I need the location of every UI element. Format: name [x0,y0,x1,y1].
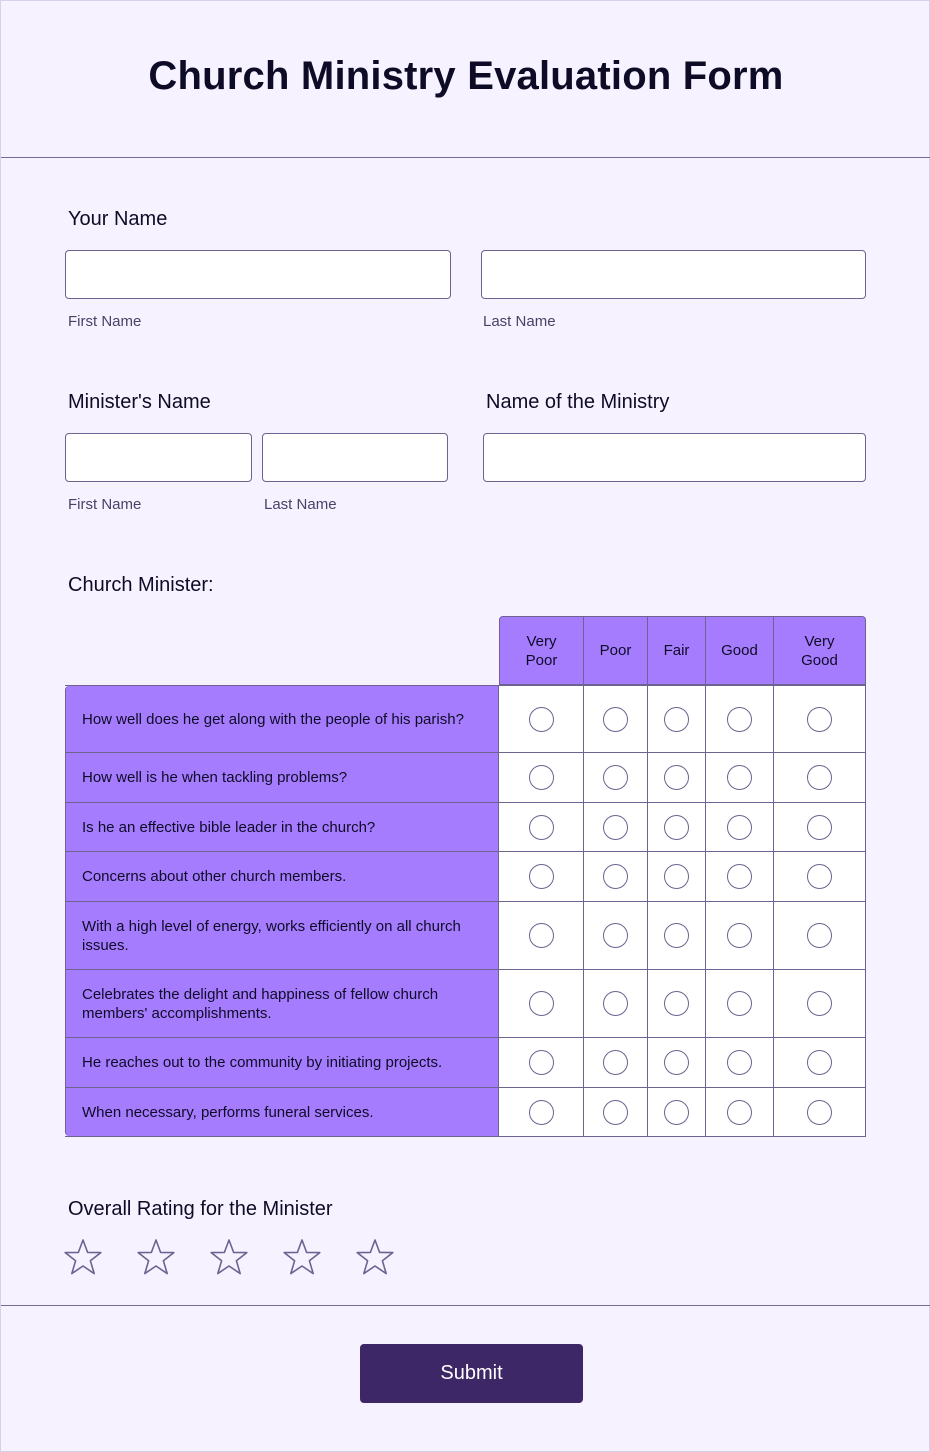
matrix-question: When necessary, performs funeral services. [65,1088,499,1136]
matrix-cell [648,852,706,901]
rating-radio[interactable] [807,765,832,790]
matrix-cell [584,1088,648,1136]
matrix-cell [499,803,584,851]
matrix-row [65,753,866,803]
form-header [1,1,930,158]
rating-radio[interactable] [529,923,554,948]
rating-radio[interactable] [664,1100,689,1125]
matrix-cell [774,852,866,901]
rating-radio[interactable] [807,1050,832,1075]
rating-radio[interactable] [529,991,554,1016]
matrix-cell [706,852,774,901]
matrix-cell [774,1038,866,1087]
matrix-cell [706,686,774,752]
your-first-name-input[interactable] [65,250,451,299]
matrix-cell [584,970,648,1037]
matrix-cell [648,803,706,851]
matrix-cell [584,803,648,851]
star-icon[interactable] [355,1238,395,1278]
matrix-row [65,685,866,753]
matrix-cell [648,686,706,752]
rating-radio[interactable] [664,765,689,790]
star-icon[interactable] [209,1238,249,1278]
rating-radio[interactable] [664,991,689,1016]
matrix-question: How well is he when tackling problems? [65,753,499,802]
rating-radio[interactable] [529,864,554,889]
rating-radio[interactable] [727,765,752,790]
matrix-cell [584,902,648,969]
matrix-cell [648,902,706,969]
matrix-column-header: Poor [584,616,648,685]
matrix-cell [706,803,774,851]
matrix-cell [648,970,706,1037]
ministry-name-label: Name of the Ministry [486,391,670,413]
rating-radio[interactable] [727,707,752,732]
rating-radio[interactable] [603,707,628,732]
star-icon[interactable] [136,1238,176,1278]
rating-radio[interactable] [807,923,832,948]
matrix-question: He reaches out to the community by initiating projects. [65,1038,499,1087]
your-last-name-sublabel: Last Name [483,313,556,330]
rating-radio[interactable] [603,1050,628,1075]
matrix-question: Is he an effective bible leader in the church? [65,803,499,851]
matrix-cell [774,686,866,752]
matrix-cell [648,1038,706,1087]
matrix-cell [499,1088,584,1136]
church-minister-label: Church Minister: [68,574,214,596]
rating-radio[interactable] [529,765,554,790]
rating-radio[interactable] [727,815,752,840]
rating-radio[interactable] [727,1100,752,1125]
overall-rating-label: Overall Rating for the Minister [68,1198,333,1220]
matrix-row [65,852,866,902]
matrix-cell [499,970,584,1037]
matrix-cell [774,902,866,969]
matrix-column-header: Good [706,616,774,685]
matrix-cell [706,1088,774,1136]
matrix-row [65,1038,866,1088]
matrix-cell [584,1038,648,1087]
your-name-label: Your Name [68,208,168,230]
matrix-cell [499,852,584,901]
matrix-cell [706,1038,774,1087]
rating-radio[interactable] [664,923,689,948]
matrix-question: Celebrates the delight and happiness of fellow church members' accomplishments. [65,970,499,1037]
matrix-cell [774,1088,866,1136]
rating-radio[interactable] [529,815,554,840]
rating-radio[interactable] [807,1100,832,1125]
minister-last-name-input[interactable] [262,433,448,482]
matrix-cell [648,753,706,802]
matrix-cell [706,902,774,969]
rating-radio[interactable] [807,991,832,1016]
matrix-column-header: Very Good [774,616,866,685]
star-icon[interactable] [282,1238,322,1278]
matrix-cell [499,1038,584,1087]
ministry-name-input[interactable] [483,433,866,482]
rating-radio[interactable] [529,1100,554,1125]
footer-divider [1,1305,930,1306]
minister-first-name-input[interactable] [65,433,252,482]
matrix-question: How well does he get along with the people of his parish? [65,686,499,752]
rating-radio[interactable] [664,815,689,840]
minister-first-name-sublabel: First Name [68,496,142,513]
your-last-name-input[interactable] [481,250,866,299]
matrix-row [65,902,866,970]
rating-radio[interactable] [807,815,832,840]
rating-radio[interactable] [664,707,689,732]
your-first-name-sublabel: First Name [68,313,142,330]
matrix-column-header: Very Poor [499,616,584,685]
rating-radio[interactable] [529,707,554,732]
star-rating [63,1238,395,1278]
minister-last-name-sublabel: Last Name [264,496,337,513]
matrix-cell [584,686,648,752]
matrix-cell [774,753,866,802]
page-title: Church Ministry Evaluation Form [148,53,784,98]
matrix-cell [499,686,584,752]
matrix-row [65,1088,866,1137]
rating-radio[interactable] [603,991,628,1016]
matrix-question: With a high level of energy, works efficiently on all church issues. [65,902,499,969]
rating-radio[interactable] [603,923,628,948]
matrix-question: Concerns about other church members. [65,852,499,901]
matrix-cell [774,970,866,1037]
rating-radio[interactable] [807,864,832,889]
rating-radio[interactable] [603,765,628,790]
matrix-cell [499,753,584,802]
matrix-row [65,970,866,1038]
submit-button[interactable]: Submit [360,1344,583,1403]
rating-radio[interactable] [529,1050,554,1075]
rating-radio[interactable] [664,864,689,889]
matrix-cell [706,753,774,802]
matrix-row [65,803,866,852]
rating-radio[interactable] [727,1050,752,1075]
matrix-cell [648,1088,706,1136]
rating-radio[interactable] [727,991,752,1016]
rating-radio[interactable] [603,1100,628,1125]
matrix-cell [499,902,584,969]
matrix-cell [584,753,648,802]
rating-radio[interactable] [664,1050,689,1075]
matrix-cell [774,803,866,851]
star-icon[interactable] [63,1238,103,1278]
rating-radio[interactable] [603,815,628,840]
matrix-cell [706,970,774,1037]
rating-radio[interactable] [807,707,832,732]
rating-radio[interactable] [727,923,752,948]
matrix-column-header: Fair [648,616,706,685]
rating-radio[interactable] [727,864,752,889]
minister-name-label: Minister's Name [68,391,211,413]
rating-radio[interactable] [603,864,628,889]
matrix-cell [584,852,648,901]
